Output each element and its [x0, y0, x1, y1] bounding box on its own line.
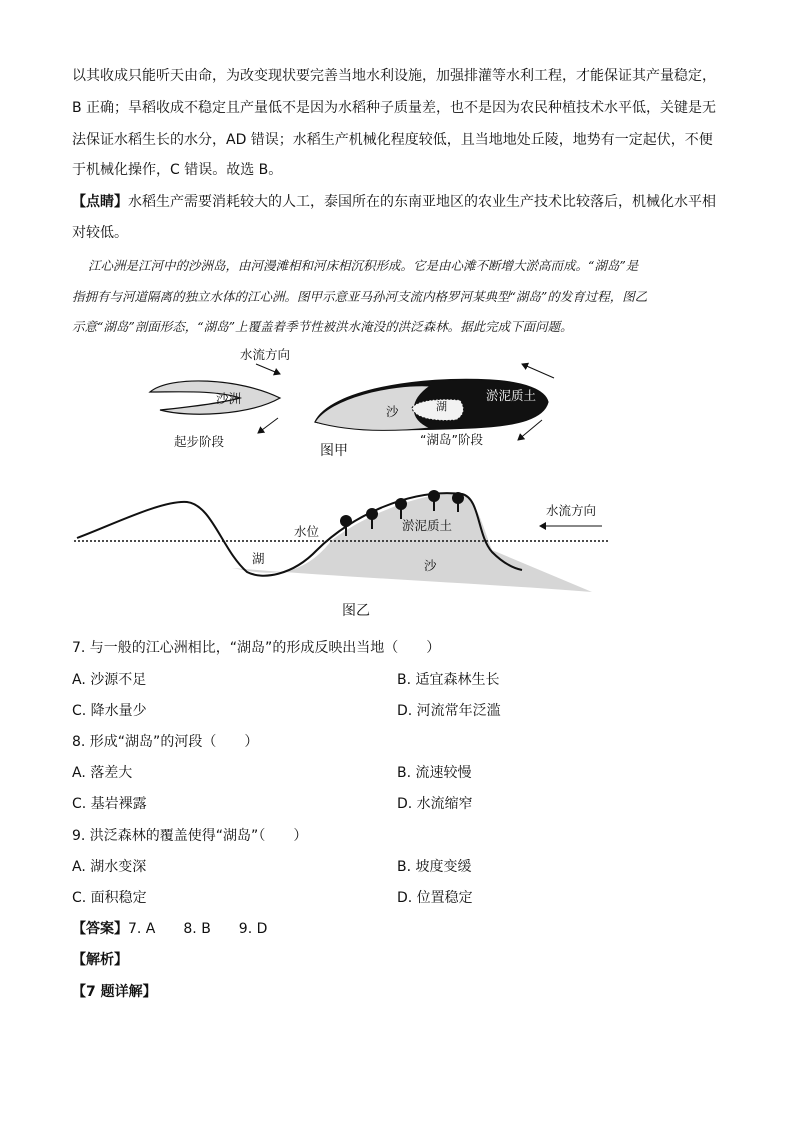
sandbar-shape — [150, 381, 280, 414]
q7-option-c: C. 降水量少 — [72, 703, 147, 719]
analysis-tag: 【解析】 — [72, 952, 128, 968]
detail-tag: 【7 题详解】 — [72, 984, 157, 1000]
jia-stage1-label: 起步阶段 — [174, 434, 225, 449]
yi-sand-fill — [232, 493, 592, 592]
jia-lake-label: 湖 — [436, 400, 447, 413]
explanation-line-3: 法保证水稻生长的水分，AD 错误；水稻生产机械化程度较低，且当地地处丘陵，地势有一定起伏，不便 — [72, 132, 713, 148]
jia-flow-arrow-4 — [518, 420, 542, 440]
jia-flow-label: 水流方向 — [240, 347, 291, 362]
jia-sandbar-label: 沙洲 — [216, 391, 242, 406]
answer-text: 7. A 8. B 9. D — [128, 921, 268, 937]
jia-caption: 图甲 — [320, 443, 348, 459]
answer-line — [72, 919, 267, 939]
q8-option-b: B. 流速较慢 — [397, 765, 472, 781]
yi-water-level-label: 水位 — [294, 524, 320, 539]
yi-flow-label: 水流方向 — [546, 503, 597, 518]
q9-option-a: A. 湖水变深 — [72, 859, 147, 875]
question-8-stem: 8. 形成“湖岛”的河段（ ） — [72, 734, 259, 750]
yi-caption: 图乙 — [342, 603, 370, 619]
q7-option-b: B. 适宜森林生长 — [397, 672, 500, 688]
q8-option-c: C. 基岩裸露 — [72, 796, 147, 812]
q7-option-d: D. 河流常年泛滥 — [397, 703, 501, 719]
passage-line-1: 江心洲是江河中的沙洲岛，由河漫滩相和河床相沉积形成。它是由心滩不断增大淤高而成。“湖岛”是 — [88, 258, 639, 273]
dianjing-tag: 【点睛】 — [72, 194, 128, 210]
jia-sand-label: 沙 — [386, 404, 399, 419]
yi-lake-label: 湖 — [252, 551, 265, 566]
passage-line-2: 指拥有与河道隔离的独立水体的江心洲。图甲示意亚马孙河支流内格罗河某典型“湖岛”的发育过程，图乙 — [72, 289, 648, 304]
q8-option-a: A. 落差大 — [72, 765, 133, 781]
jia-flow-arrow-3 — [522, 364, 554, 378]
answer-tag: 【答案】 — [72, 921, 128, 937]
yi-sand-label: 沙 — [424, 558, 437, 573]
explanation-line-2: B 正确；旱稻收成不稳定且产量低不是因为水稻种子质量差，也不是因为农民种植技术水平低，关键是无 — [72, 100, 717, 116]
dianjing-line-2: 对较低。 — [72, 225, 128, 241]
q9-option-c: C. 面积稳定 — [72, 890, 147, 906]
q9-option-b: B. 坡度变缓 — [397, 859, 472, 875]
q7-option-a: A. 沙源不足 — [72, 672, 147, 688]
q9-option-d: D. 位置稳定 — [397, 890, 473, 906]
figure-yi — [72, 480, 617, 620]
q8-option-d: D. 水流缩窄 — [397, 796, 473, 812]
question-7-stem: 7. 与一般的江心洲相比，“湖岛”的形成反映出当地（ ） — [72, 640, 441, 656]
passage-line-3: 示意“湖岛”剖面形态，“湖岛”上覆盖着季节性被洪水淹没的洪泛森林。据此完成下面问题。 — [72, 319, 573, 334]
dianjing-line-1 — [72, 192, 716, 212]
dianjing-text-1: 水稻生产需要消耗较大的人工，泰国所在的东南亚地区的农业生产技术比较落后，机械化水平相 — [128, 194, 716, 210]
jia-flow-arrow-2 — [258, 418, 278, 433]
explanation-line-4: 于机械化操作，C 错误。故选 B。 — [72, 162, 283, 178]
figure-jia — [130, 340, 570, 465]
yi-silt-label: 淤泥质土 — [402, 518, 453, 533]
jia-stage2-label: “湖岛”阶段 — [420, 432, 483, 447]
question-9-stem: 9. 洪泛森林的覆盖使得“湖岛”（ ） — [72, 828, 308, 844]
jia-silt-label: 淤泥质土 — [486, 388, 537, 403]
explanation-line-1: 以其收成只能听天由命，为改变现状要完善当地水利设施，加强排灌等水利工程，才能保证其产量稳定， — [72, 68, 716, 84]
jia-flow-arrow-1 — [256, 364, 280, 374]
